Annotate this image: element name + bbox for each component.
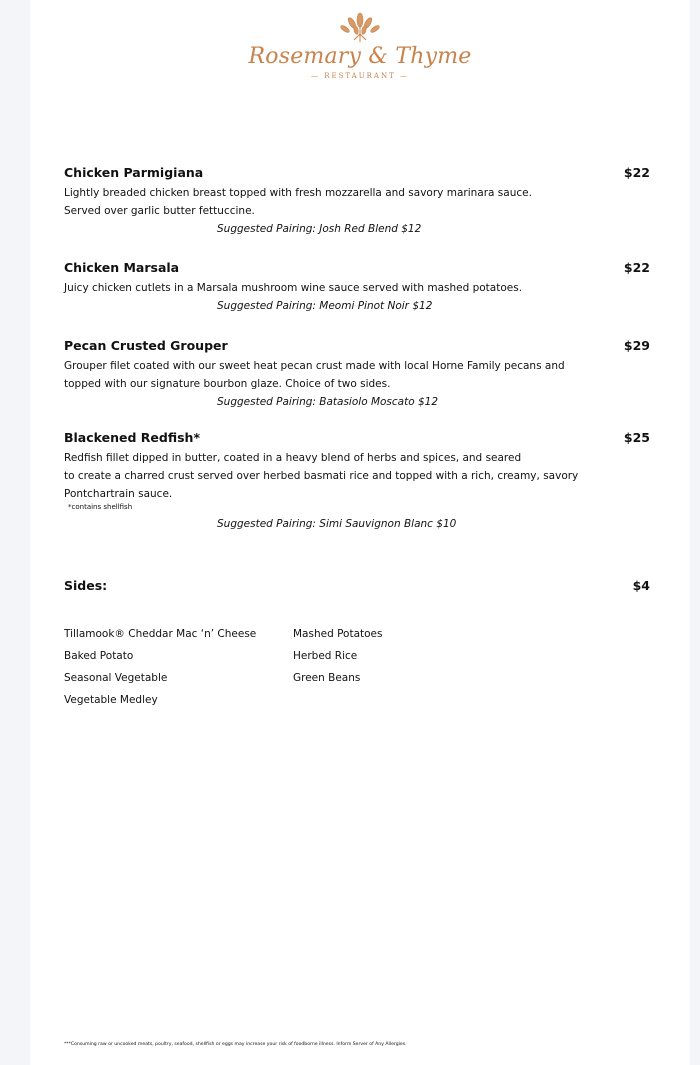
item-price: $22 (623, 165, 650, 180)
sides-list-left (64, 623, 256, 711)
item-price: $29 (623, 338, 650, 353)
item-name: Blackened Redfish* (64, 430, 200, 445)
sides-heading: Sides: (64, 578, 108, 593)
side-item: Mashed Potatoes (293, 628, 383, 640)
side-item: Baked Potato (64, 650, 134, 662)
side-item: Herbed Rice (293, 650, 358, 662)
side-item: Green Beans (293, 672, 361, 684)
side-item: Seasonal Vegetable (64, 672, 168, 684)
menu-page (30, 0, 690, 1065)
menu-item (64, 165, 650, 238)
menu-item (64, 430, 650, 533)
item-description: Grouper filet coated with our sweet heat pecan crust made with local Horne Family pecans and topped with our signature bourbon glaze. Choice of two sides. (64, 360, 565, 390)
menu-item (64, 260, 650, 315)
side-item: Tillamook® Cheddar Mac ‘n’ Cheese (64, 628, 257, 640)
item-name: Pecan Crusted Grouper (64, 338, 228, 353)
item-price: $25 (623, 430, 650, 445)
menu-item (64, 338, 650, 411)
restaurant-name: Rosemary & Thyme (248, 44, 472, 69)
item-description: Lightly breaded chicken breast topped with fresh mozzarella and savory marinara sauce. Served over garlic butter fettuccine. (64, 187, 532, 217)
allergy-disclaimer: ***Consuming raw or uncooked meats, poultry, seafood, shellfish or eggs may increase your risk of foodborne illness. Inform Server of Any Allergies. (64, 1042, 407, 1047)
item-description: Juicy chicken cutlets in a Marsala mushroom wine sauce served with mashed potatoes. (64, 282, 523, 294)
herb-sprig-logo-icon (330, 12, 390, 44)
shellfish-note: *contains shellfish (68, 503, 133, 511)
wine-pairing: Suggested Pairing: Batasiolo Moscato $12 (217, 396, 439, 408)
sides-list-right (293, 623, 383, 689)
wine-pairing: Suggested Pairing: Josh Red Blend $12 (217, 223, 422, 235)
restaurant-logo (30, 12, 690, 92)
sides-price: $4 (632, 578, 650, 593)
item-description: Redfish fillet dipped in butter, coated in a heavy blend of herbs and spices, and seared to create a charred crust served over herbed basmati rice and topped with a rich, creamy, savory Pontchartrain sauce. (64, 452, 579, 500)
side-item: Vegetable Medley (64, 694, 158, 706)
item-price: $22 (623, 260, 650, 275)
wine-pairing: Suggested Pairing: Meomi Pinot Noir $12 (217, 300, 433, 312)
item-name: Chicken Parmigiana (64, 165, 204, 180)
restaurant-subtitle: — RESTAURANT — (310, 72, 409, 80)
wine-pairing: Suggested Pairing: Simi Sauvignon Blanc $10 (217, 518, 457, 530)
item-name: Chicken Marsala (64, 260, 180, 275)
